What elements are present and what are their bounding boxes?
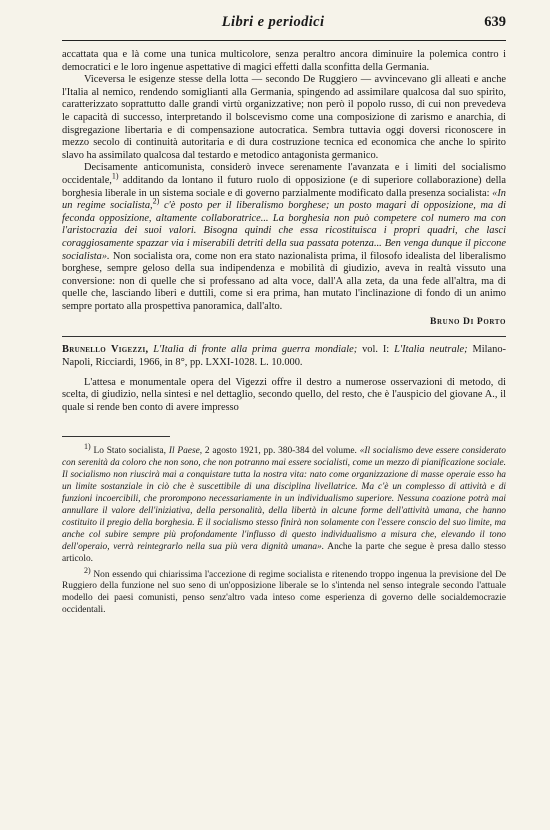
review-body: L'attesa e monumentale opera del Vigezzi offre il destro a numerose osservazioni di metodo, di scelta, di giudizio, nella sintesi e nel dettaglio, secondo quello, del resto, che è l'auspicio del giovane A., il quale si rende ben conto di avere impresso	[62, 376, 506, 413]
footnote-1-text-c: 2 agosto 1921, pp. 380-384 del volume.	[202, 446, 360, 457]
footnote-1-quote: «Il socialismo deve essere considerato con serenità da coloro che non sono, che non potranno mai essere socialisti, come un mezzo di pianificazione sociale. Il socialismo non riuscirà mai a conquistare tutta la nostra vita: nato come organizzazione di masse operaie esso ha un limite sostanziale in ciò che è suscettibile di una disciplina livellatrice. Ma c'è un complesso di attività e di funzioni incoercibili, che prorompono necessariamente in un individualismo superiore. Nessuna coazione potrà mai annullare il valore dell'iniziativa, della personalità, della libertà in alcune forme dell'attività umana, che hanno costituito il pregio della borghesia. E il socialismo stesso finirà non solamente con l'essere conscio del suo limite, ma anche col subire sempre più profondamente l'influsso di questo individualismo a misura che, elevando il tono dell'operaio, verrà reintegrarlo nella sua più vera dignità umana».	[62, 446, 506, 552]
paragraph-3-text-b: additando da lontano il futuro ruolo di opposizione (e di superiore collaborazione) della borghesia liberale in un sistema sociale e di governo parzialmente modificato dalla presenza socialista:	[62, 174, 506, 199]
paragraph-1: accattata qua e là come una tunica multicolore, senza peraltro ancora diminuire la polemica contro i democratici e le loro ingenue aspettative di magici effetti dalla sconfitta della Germania.	[62, 49, 506, 73]
section-rule	[62, 336, 506, 337]
review-volume: vol. I:	[357, 344, 395, 356]
review-author: Brunello Vigezzi,	[62, 344, 149, 356]
paragraph-2: Viceversa le esigenze stesse della lotta — secondo De Ruggiero — avvincevano gli alleati e anche l'Italia al nemico, rendendo somiglianti alla Germania, spingendo ad assimilare qualcosa dal suo spirito, caratterizzato soprattutto dalle grandi virtù organizzative; non però il popolo russo, di cui non prevedeva le capacità di successo, interpretando il bolscevismo come una composizione di zarismo e anarchia, di disgregazione libertaria e di compensazione autocratica. Sembra tuttavia oggi doversi riconoscere in mezzo secolo di continuità autoritaria e di dura costruzione tecnica ed economica che anche lo spirito slavo ha assimilato qualcosa dal testardo e metodico antagonista germanico.	[62, 74, 506, 161]
footnote-1-source: Il Paese,	[168, 446, 203, 457]
footnote-ref-1[interactable]: 1)	[111, 171, 119, 181]
footnote-rule	[62, 436, 170, 437]
review-volume-title: L'Italia neutrale;	[394, 344, 468, 356]
author-signature: Bruno Di Porto	[430, 316, 506, 328]
quote-rest: c'è posto per il liberalismo borghese; un posto magari di opposizione, ma di feconda opposizione, altamente collaboratrice... La borghesia non può competere col numero ma con l'aristocrazia dei suoi valori. Bisogna quindi che essa ricostituisca i propri quadri, che lasci coraggiosamente spazzar via i miserabili detriti della sua passata potenza... Ben venga dunque il piccone socialista».	[62, 200, 506, 262]
paragraph-3-text-a: Decisamente anticomunista, considerò invece serenamente l'avanzata e i limiti del socialismo occidentale,	[62, 162, 506, 186]
footnote-2	[62, 565, 506, 618]
quote-start: «In un regime socialista,	[62, 187, 506, 212]
running-title: Libri e periodici	[221, 14, 325, 30]
header-rule	[62, 40, 506, 41]
page-number: 639	[484, 14, 506, 30]
footnote-2-text: Non essendo qui chiarissima l'accezione di regime socialista e ritenendo troppo ingenua la previsione del De Ruggiero della funzione nel suo seno di un'opposizione liberale se lo s'intenda nel senso integrale secondo l'attuale modello dei paesi comunisti, penso senz'altro vada inteso come esperienza di governo delle socialdemocrazie occidentali.	[62, 569, 506, 616]
footnote-ref-2[interactable]: 2)	[152, 196, 160, 206]
footnote-1	[62, 442, 506, 565]
review-book-title: L'Italia di fronte alla prima guerra mondiale;	[148, 344, 358, 356]
footnote-1-text-a: Lo Stato socialista,	[90, 446, 169, 457]
page-header	[62, 14, 506, 36]
footnote-2-mark: 2)	[84, 565, 91, 575]
paragraph-3-text-c: Non socialista ora, come non era stato nazionalista prima, il filosofo idealista del liberalismo borghese, sempre geloso della sua indipendenza e mobilità di giudizio, aveva in realtà vissuto una conversione: non di quelle che si professano ad alta voce, dall'A alla zeta, da una fede all'altra, ma di quelle che, lasciando liberi e duttili, come si era prima, han mutato l'inclinazione di fondo di un animo sempre portato alla prospettiva panoramica, dall'alto.	[62, 250, 506, 312]
paragraph-3	[62, 162, 506, 313]
review-citation	[62, 344, 506, 369]
review-publisher: Milano-Napoli, Ricciardi, 1966, in 8°, pp. LXXI-1028. L. 10.000.	[62, 344, 507, 369]
footnote-1-mark: 1)	[84, 442, 91, 452]
footnote-1-text-d: Anche la parte che segue è presa dallo stesso articolo.	[62, 541, 506, 564]
